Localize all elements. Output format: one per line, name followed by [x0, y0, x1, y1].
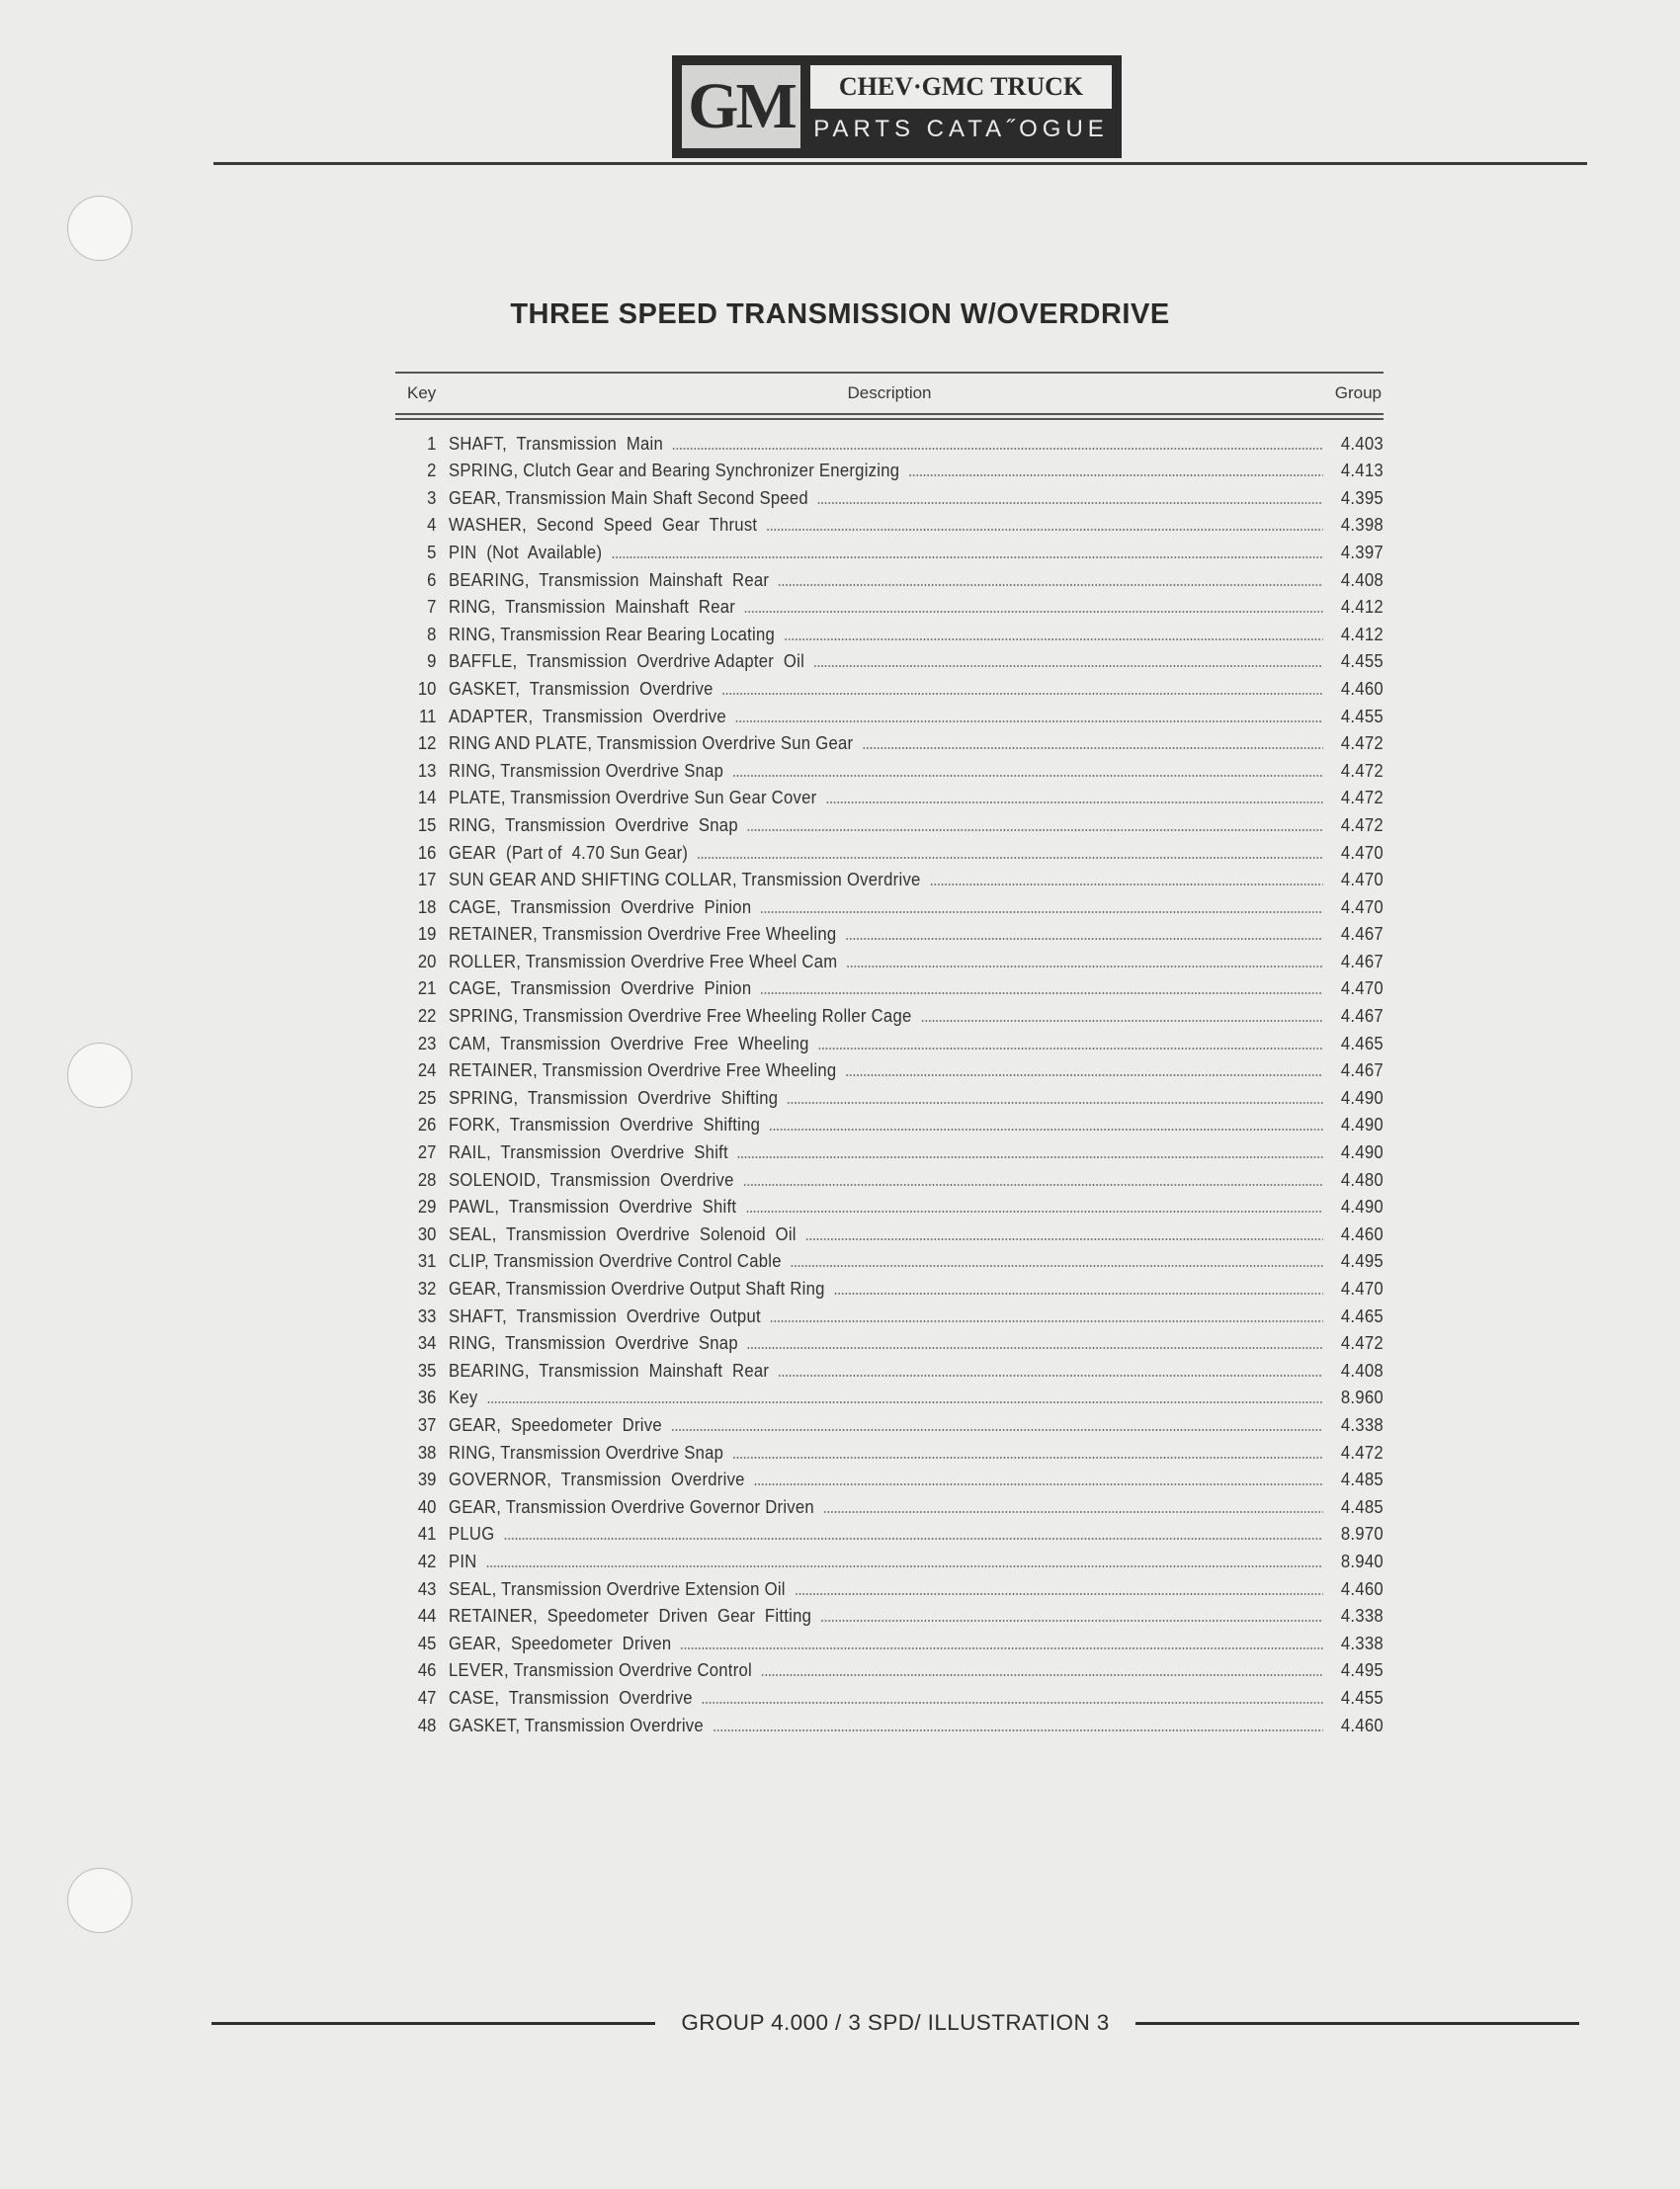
part-key: 47 [417, 1686, 437, 1708]
part-description: PLATE, Transmission Overdrive Sun Gear Cover [449, 787, 817, 808]
part-key: 13 [417, 759, 437, 781]
part-group: 4.490 [1340, 1196, 1384, 1218]
part-key: 32 [417, 1278, 437, 1299]
dot-leader [846, 966, 1322, 968]
dot-leader [743, 1184, 1323, 1186]
table-row [395, 1081, 1384, 1109]
part-group: 4.472 [1340, 732, 1384, 754]
part-group: 4.338 [1340, 1605, 1384, 1627]
table-header [395, 374, 1384, 413]
part-description: RING, Transmission Overdrive Snap [449, 759, 724, 781]
punch-hole-bottom [67, 1868, 132, 1933]
part-group: 4.338 [1340, 1632, 1384, 1653]
part-group: 4.490 [1340, 1086, 1384, 1108]
part-key: 30 [417, 1222, 437, 1244]
dot-leader [908, 474, 1322, 476]
part-description: SUN GEAR AND SHIFTING COLLAR, Transmission Overdrive [449, 869, 921, 890]
dot-leader [930, 884, 1323, 885]
part-key: 18 [417, 895, 437, 917]
part-key: 22 [417, 1005, 437, 1027]
part-description: CLIP, Transmission Overdrive Control Cable [449, 1250, 782, 1272]
part-key: 12 [417, 732, 437, 754]
part-key: 15 [417, 813, 437, 835]
table-row [395, 700, 1384, 727]
page-title: THREE SPEED TRANSMISSION W/OVERDRIVE [510, 298, 1170, 330]
table-row [395, 1136, 1384, 1163]
dot-leader [680, 1647, 1322, 1649]
part-group: 4.413 [1340, 460, 1384, 481]
part-key: 4 [427, 514, 437, 536]
part-key: 36 [417, 1387, 437, 1408]
part-group: 4.470 [1340, 895, 1384, 917]
part-key: 6 [427, 568, 437, 590]
dot-leader [778, 584, 1322, 586]
part-description: GASKET, Transmission Overdrive [449, 677, 714, 699]
dot-leader [845, 938, 1322, 940]
part-group: 4.455 [1340, 650, 1384, 672]
table-row [395, 945, 1384, 972]
punch-hole-middle [67, 1043, 132, 1108]
dot-leader [722, 693, 1323, 695]
part-key: 3 [427, 486, 437, 508]
dot-leader [697, 857, 1322, 859]
part-group: 4.403 [1340, 432, 1384, 454]
dot-leader [760, 911, 1322, 913]
part-group: 4.472 [1340, 759, 1384, 781]
punch-hole-top [67, 196, 132, 261]
dot-leader [766, 529, 1322, 531]
part-description: SHAFT, Transmission Main [449, 432, 664, 454]
part-description: RING, Transmission Overdrive Snap [449, 813, 738, 835]
part-description: PLUG [449, 1523, 495, 1545]
part-group: 4.472 [1340, 1332, 1384, 1354]
part-key: 25 [417, 1086, 437, 1108]
part-description: RETAINER, Transmission Overdrive Free Wheeling [449, 1059, 837, 1081]
part-group: 4.472 [1340, 1441, 1384, 1463]
table-row [395, 1245, 1384, 1273]
part-key: 28 [417, 1168, 437, 1190]
dot-leader [487, 1401, 1323, 1403]
table-row [395, 1163, 1384, 1191]
part-key: 48 [417, 1714, 437, 1735]
part-key: 27 [417, 1141, 437, 1163]
part-description: BAFFLE, Transmission Overdrive Adapter Oil [449, 650, 805, 672]
gm-logo [672, 55, 1122, 158]
part-description: RETAINER, Speedometer Driven Gear Fitting [449, 1605, 812, 1627]
table-row [395, 1408, 1384, 1436]
part-group: 8.960 [1340, 1387, 1384, 1408]
dot-leader [713, 1729, 1323, 1731]
dot-leader [745, 1211, 1322, 1213]
part-description: LEVER, Transmission Overdrive Control [449, 1659, 753, 1681]
part-key: 2 [427, 460, 437, 481]
part-description: SHAFT, Transmission Overdrive Output [449, 1305, 761, 1326]
part-description: ADAPTER, Transmission Overdrive [449, 705, 726, 726]
part-key: 41 [417, 1523, 437, 1545]
part-group: 4.485 [1340, 1495, 1384, 1517]
dot-leader [769, 1129, 1322, 1131]
part-group: 4.465 [1340, 1305, 1384, 1326]
part-description: RING, Transmission Rear Bearing Locating [449, 623, 776, 644]
part-description: SPRING, Transmission Overdrive Shifting [449, 1086, 779, 1108]
dot-leader [825, 801, 1322, 803]
part-key: 11 [419, 705, 437, 726]
part-group: 4.408 [1340, 568, 1384, 590]
part-key: 29 [417, 1196, 437, 1218]
part-group: 4.472 [1340, 787, 1384, 808]
table-row [395, 1464, 1384, 1491]
table-row [395, 1327, 1384, 1355]
part-description: BEARING, Transmission Mainshaft Rear [449, 568, 770, 590]
table-row [395, 1709, 1384, 1736]
part-description: FORK, Transmission Overdrive Shifting [449, 1114, 761, 1136]
part-group: 4.490 [1340, 1114, 1384, 1136]
table-row [395, 972, 1384, 1000]
table-row [395, 427, 1384, 455]
part-description: GASKET, Transmission Overdrive [449, 1714, 704, 1735]
dot-leader [503, 1538, 1322, 1540]
table-row [395, 1054, 1384, 1082]
part-key: 33 [417, 1305, 437, 1326]
part-description: GOVERNOR, Transmission Overdrive [449, 1469, 745, 1490]
table-row [395, 1382, 1384, 1409]
dot-leader [732, 1457, 1323, 1459]
dot-leader [770, 1320, 1323, 1322]
part-group: 4.470 [1340, 841, 1384, 863]
dot-leader [702, 1702, 1323, 1704]
dot-leader [921, 1020, 1323, 1022]
table-row [395, 1436, 1384, 1464]
dot-leader [735, 720, 1323, 722]
table-row [395, 836, 1384, 864]
part-key: 37 [417, 1413, 437, 1435]
dot-leader [671, 1429, 1323, 1431]
table-row [395, 1490, 1384, 1518]
dot-leader [813, 665, 1323, 667]
part-group: 4.467 [1340, 1005, 1384, 1027]
part-group: 4.465 [1340, 1032, 1384, 1053]
part-group: 4.460 [1340, 1577, 1384, 1599]
part-group: 4.470 [1340, 1278, 1384, 1299]
part-description: SEAL, Transmission Overdrive Solenoid Oil [449, 1222, 797, 1244]
dot-leader [486, 1565, 1323, 1567]
part-description: WASHER, Second Speed Gear Thrust [449, 514, 758, 536]
table-row [395, 1572, 1384, 1600]
dot-leader [795, 1593, 1323, 1595]
part-group: 4.408 [1340, 1359, 1384, 1381]
table-row [395, 754, 1384, 782]
part-key: 5 [427, 541, 437, 562]
part-key: 26 [417, 1114, 437, 1136]
part-key: 44 [417, 1605, 437, 1627]
part-group: 4.455 [1340, 705, 1384, 726]
part-group: 4.460 [1340, 1222, 1384, 1244]
dot-leader [611, 556, 1322, 558]
part-key: 19 [417, 923, 437, 945]
dot-leader [732, 775, 1323, 777]
part-key: 46 [417, 1659, 437, 1681]
part-group: 4.490 [1340, 1141, 1384, 1163]
part-description: GEAR, Transmission Overdrive Governor Driven [449, 1495, 814, 1517]
part-description: SPRING, Transmission Overdrive Free Wheeling Roller Cage [449, 1005, 912, 1027]
part-description: PIN [449, 1550, 477, 1571]
table-row [395, 1545, 1384, 1572]
table-row [395, 1272, 1384, 1300]
part-group: 8.940 [1340, 1550, 1384, 1571]
table-row [395, 727, 1384, 755]
dot-leader [747, 1347, 1323, 1349]
part-description: SOLENOID, Transmission Overdrive [449, 1168, 734, 1190]
logo-mark: GM [682, 65, 800, 148]
part-group: 4.480 [1340, 1168, 1384, 1190]
part-key: 7 [427, 596, 437, 618]
part-group: 4.467 [1340, 950, 1384, 971]
table-header-rule-double [395, 418, 1384, 420]
header-rule [213, 162, 1587, 165]
table-row [395, 890, 1384, 918]
part-description: GEAR, Speedometer Drive [449, 1413, 662, 1435]
part-key: 39 [417, 1469, 437, 1490]
dot-leader [834, 1293, 1323, 1295]
part-group: 4.495 [1340, 1659, 1384, 1681]
part-key: 42 [417, 1550, 437, 1571]
table-row [395, 481, 1384, 509]
part-key: 35 [417, 1359, 437, 1381]
part-description: Key [449, 1387, 478, 1408]
table-row [395, 455, 1384, 482]
part-group: 4.398 [1340, 514, 1384, 536]
part-description: GEAR, Transmission Main Shaft Second Speed [449, 486, 808, 508]
part-group: 4.467 [1340, 1059, 1384, 1081]
part-group: 4.485 [1340, 1469, 1384, 1490]
part-description: CAGE, Transmission Overdrive Pinion [449, 977, 752, 999]
table-row [395, 1300, 1384, 1327]
part-group: 4.412 [1340, 596, 1384, 618]
part-key: 14 [417, 787, 437, 808]
table-row [395, 509, 1384, 537]
footer-label: GROUP 4.000 / 3 SPD/ ILLUSTRATION 3 [681, 2010, 1110, 2035]
part-group: 4.412 [1340, 623, 1384, 644]
footer-rule-right [1135, 2022, 1579, 2025]
table-row [395, 536, 1384, 563]
table-row [395, 918, 1384, 946]
part-key: 45 [417, 1632, 437, 1653]
part-key: 17 [417, 869, 437, 890]
part-key: 31 [417, 1250, 437, 1272]
table-row [395, 591, 1384, 619]
part-key: 20 [417, 950, 437, 971]
table-row [395, 645, 1384, 673]
part-description: GEAR (Part of 4.70 Sun Gear) [449, 841, 689, 863]
table-row [395, 1191, 1384, 1219]
part-key: 9 [427, 650, 437, 672]
part-group: 4.472 [1340, 813, 1384, 835]
part-description: SPRING, Clutch Gear and Bearing Synchronizer Energizing [449, 460, 900, 481]
logo-title: CHEV·GMC TRUCK [810, 65, 1112, 109]
table-row [395, 1600, 1384, 1628]
table-row [395, 1654, 1384, 1682]
parts-table [395, 372, 1384, 1736]
footer [211, 2006, 1579, 2040]
dot-leader [845, 1074, 1322, 1076]
part-description: RING, Transmission Overdrive Snap [449, 1332, 738, 1354]
part-key: 8 [427, 623, 437, 644]
dot-leader [754, 1483, 1323, 1485]
table-row [395, 563, 1384, 591]
dot-leader [672, 448, 1323, 450]
part-description: RETAINER, Transmission Overdrive Free Wheeling [449, 923, 837, 945]
dot-leader [820, 1620, 1323, 1622]
part-group: 8.970 [1340, 1523, 1384, 1545]
dot-leader [747, 829, 1323, 831]
table-row [395, 1218, 1384, 1245]
part-group: 4.470 [1340, 869, 1384, 890]
part-group: 4.460 [1340, 677, 1384, 699]
part-group: 4.395 [1340, 486, 1384, 508]
part-key: 1 [427, 432, 437, 454]
part-description: BEARING, Transmission Mainshaft Rear [449, 1359, 770, 1381]
table-row [395, 1027, 1384, 1054]
table-row [395, 672, 1384, 700]
part-description: RAIL, Transmission Overdrive Shift [449, 1141, 728, 1163]
part-group: 4.338 [1340, 1413, 1384, 1435]
part-description: PIN (Not Available) [449, 541, 603, 562]
table-row [395, 782, 1384, 809]
part-description: PAWL, Transmission Overdrive Shift [449, 1196, 737, 1218]
part-group: 4.470 [1340, 977, 1384, 999]
part-description: RING, Transmission Mainshaft Rear [449, 596, 736, 618]
table-row [395, 999, 1384, 1027]
part-group: 4.460 [1340, 1714, 1384, 1735]
part-key: 24 [417, 1059, 437, 1081]
dot-leader [760, 992, 1322, 994]
part-description: CASE, Transmission Overdrive [449, 1686, 693, 1708]
parts-list [395, 427, 1384, 1736]
column-header-key: Key [407, 383, 437, 402]
table-row [395, 864, 1384, 891]
table-row [395, 808, 1384, 836]
table-row [395, 1354, 1384, 1382]
part-key: 38 [417, 1441, 437, 1463]
part-key: 23 [417, 1032, 437, 1053]
part-key: 10 [417, 677, 437, 699]
footer-rule-left [211, 2022, 655, 2025]
part-group: 4.455 [1340, 1686, 1384, 1708]
dot-leader [744, 611, 1323, 613]
dot-leader [737, 1156, 1323, 1158]
dot-leader [823, 1511, 1323, 1513]
dot-leader [862, 747, 1322, 749]
dot-leader [784, 638, 1323, 640]
part-group: 4.397 [1340, 541, 1384, 562]
dot-leader [791, 1265, 1323, 1267]
part-group: 4.495 [1340, 1250, 1384, 1272]
column-header-group: Group [1334, 383, 1382, 402]
part-description: CAGE, Transmission Overdrive Pinion [449, 895, 752, 917]
dot-leader [778, 1375, 1322, 1377]
dot-leader [761, 1674, 1323, 1676]
part-key: 21 [417, 977, 437, 999]
dot-leader [787, 1102, 1322, 1104]
dot-leader [805, 1238, 1323, 1240]
column-header-description: Description [847, 383, 932, 402]
table-row [395, 1627, 1384, 1654]
part-group: 4.467 [1340, 923, 1384, 945]
part-key: 16 [417, 841, 437, 863]
part-description: RING, Transmission Overdrive Snap [449, 1441, 724, 1463]
table-row [395, 1518, 1384, 1546]
part-key: 40 [417, 1495, 437, 1517]
table-header-rule [395, 413, 1384, 415]
part-description: GEAR, Transmission Overdrive Output Shaft Ring [449, 1278, 825, 1299]
part-description: SEAL, Transmission Overdrive Extension Oil [449, 1577, 786, 1599]
dot-leader [818, 1048, 1323, 1050]
part-description: CAM, Transmission Overdrive Free Wheeling [449, 1032, 809, 1053]
part-key: 43 [417, 1577, 437, 1599]
table-row [395, 1109, 1384, 1137]
dot-leader [817, 502, 1323, 504]
table-row [395, 1681, 1384, 1709]
part-description: ROLLER, Transmission Overdrive Free Wheel Cam [449, 950, 838, 971]
part-description: RING AND PLATE, Transmission Overdrive Sun Gear [449, 732, 854, 754]
table-row [395, 618, 1384, 645]
part-description: GEAR, Speedometer Driven [449, 1632, 672, 1653]
logo-subtitle: PARTS CATA˝OGUE [813, 116, 1109, 142]
part-key: 34 [417, 1332, 437, 1354]
